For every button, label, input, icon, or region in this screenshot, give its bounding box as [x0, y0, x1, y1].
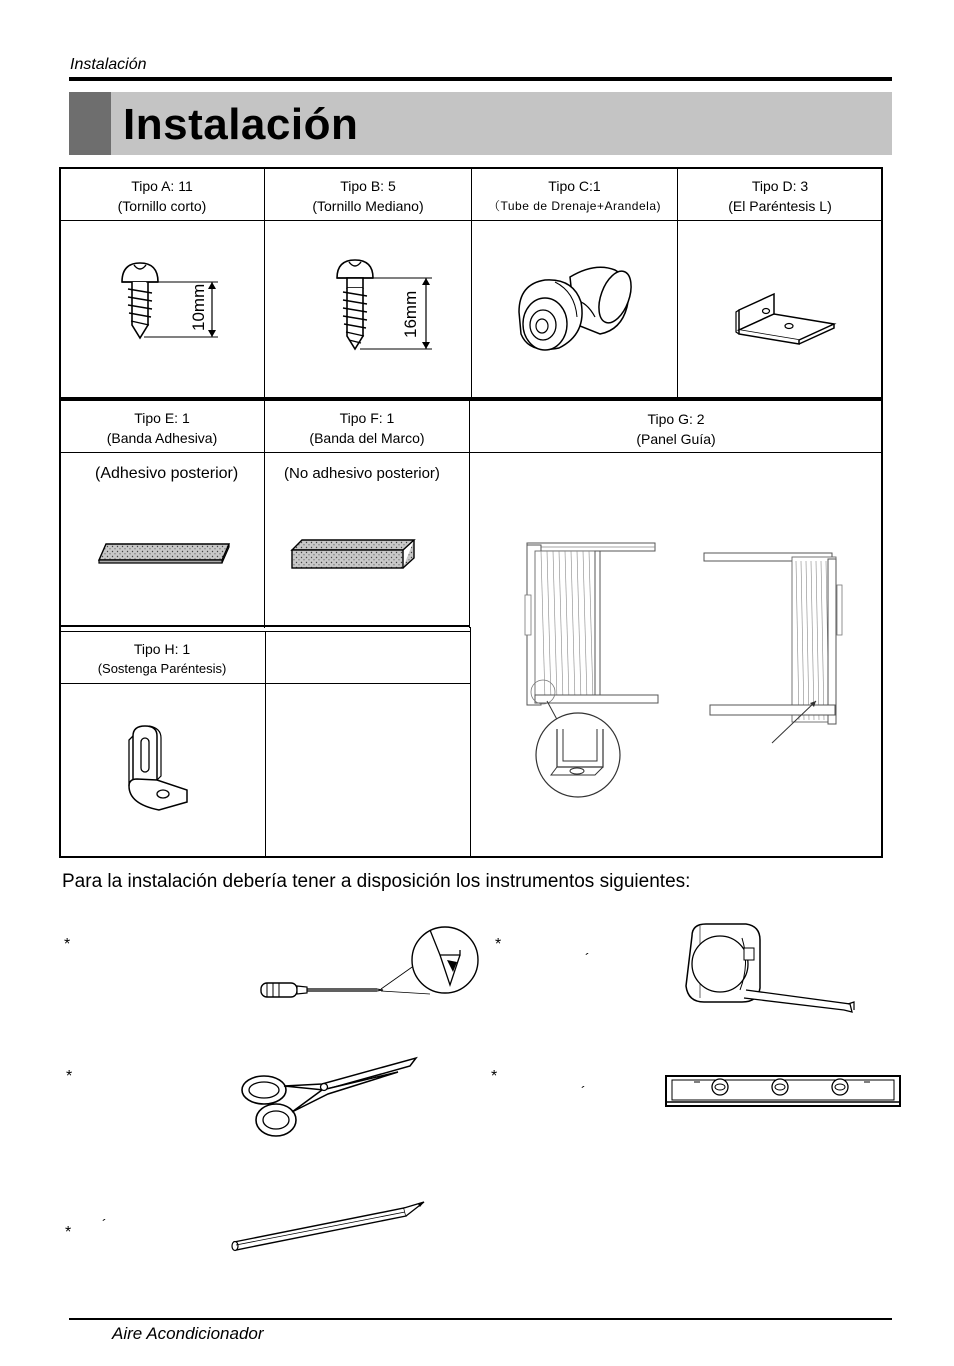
bullet-screwdriver: * — [64, 936, 71, 953]
bullet-tape-measure: * — [495, 936, 502, 953]
adhesive-note: (Adhesivo posterior) — [95, 465, 239, 482]
part-b-label — [265, 176, 471, 216]
part-f-label — [265, 408, 469, 448]
part-f-type: Tipo F: 1 — [339, 410, 395, 426]
drain-tube-icon — [515, 262, 640, 357]
page-title: Instalación — [123, 100, 359, 149]
adhesive-strip-icon — [96, 540, 236, 570]
divider — [60, 683, 470, 684]
title-accent-block — [69, 92, 111, 155]
guide-panel-left-icon — [515, 535, 665, 810]
top-rule — [69, 77, 892, 81]
divider — [265, 631, 266, 857]
bottom-rule — [69, 1318, 892, 1320]
part-h-type: Tipo H: 1 — [133, 641, 191, 657]
part-g-label — [470, 409, 882, 449]
accent-mark: ´ — [102, 1216, 107, 1232]
part-b-name: (Tornillo Mediano) — [312, 198, 424, 214]
dimension-10mm: 10mm — [189, 283, 208, 331]
part-d-type: Tipo D: 3 — [751, 178, 809, 194]
part-e-name: (Banda Adhesiva) — [106, 430, 218, 446]
divider — [60, 625, 470, 627]
accent-mark: ´ — [581, 1083, 586, 1099]
part-a-type: Tipo A: 11 — [131, 178, 193, 194]
pencil-icon — [228, 1196, 428, 1258]
part-f-name: (Banda del Marco) — [309, 430, 425, 446]
part-a-name: (Tornillo corto) — [117, 198, 207, 214]
part-c-label — [472, 176, 677, 216]
part-d-name: (El Paréntesis L) — [728, 198, 832, 214]
part-d-label — [678, 176, 882, 216]
part-c-type: Tipo C:1 — [548, 178, 601, 194]
dimension-16mm: 16mm — [401, 290, 420, 338]
tape-measure-icon — [680, 918, 860, 1018]
part-b-type: Tipo B: 5 — [340, 178, 396, 194]
part-h-label — [60, 639, 264, 679]
bullet-scissors: * — [66, 1068, 73, 1085]
l-bracket-icon — [734, 290, 839, 355]
part-a-label — [60, 176, 264, 216]
footer-label: Aire Acondicionador — [112, 1324, 264, 1343]
medium-screw-icon — [330, 256, 450, 356]
divider — [470, 627, 471, 857]
scissors-icon — [238, 1052, 423, 1144]
bullet-pencil: * — [65, 1224, 72, 1241]
tools-intro: Para la instalación debería tener a disposición los instrumentos siguientes: — [62, 871, 691, 892]
part-e-type: Tipo E: 1 — [134, 410, 190, 426]
frame-strip-icon — [290, 536, 420, 574]
part-g-type: Tipo G: 2 — [647, 411, 705, 427]
part-e-label — [60, 408, 264, 448]
divider — [60, 452, 882, 453]
section-label: Instalación — [70, 56, 147, 73]
accent-mark: ´ — [585, 950, 590, 966]
non-adhesive-note: (No adhesivo posterior) — [284, 465, 440, 482]
part-g-name: (Panel Guía) — [636, 431, 716, 447]
short-screw-icon — [110, 255, 230, 355]
screwdriver-icon — [255, 920, 470, 1005]
level-icon — [664, 1070, 902, 1112]
holding-bracket-icon — [125, 724, 195, 814]
part-c-name: （Tube de Drenaje+Arandela) — [488, 199, 661, 213]
bullet-level: * — [491, 1068, 498, 1085]
guide-panel-right-icon — [700, 545, 850, 745]
part-h-name: (Sostenga Paréntesis) — [97, 661, 227, 676]
